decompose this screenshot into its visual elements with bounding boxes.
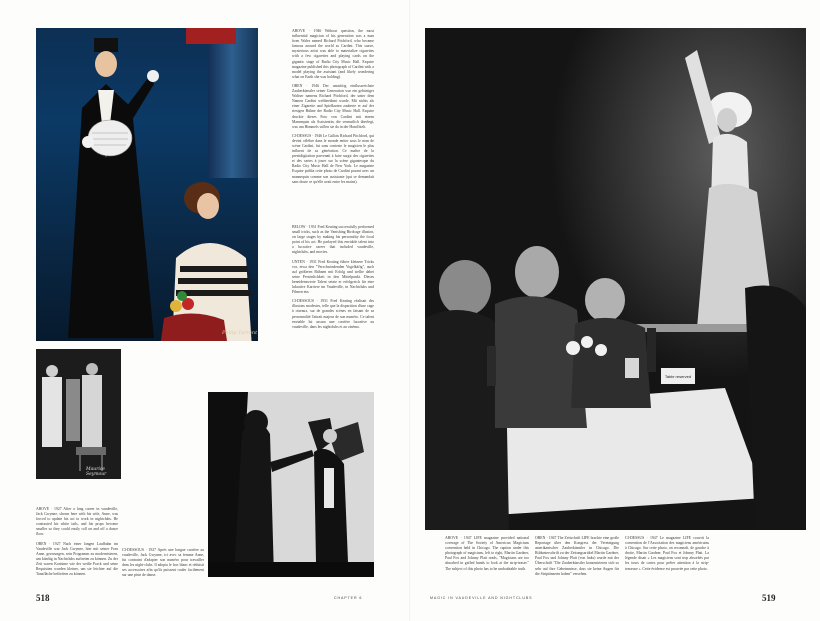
caption-paragraph: CI-DESSOUS · 1927 Après une longue carrière au vaudeville, Jack Gwynne, ici avec sa femme Anne, fut contraint d'adapter son numéro pour travailler dans les night-clubs. Il adopta le frac blanc et réduisit ses accessoires afin qu'ils puissent rouler facilement sur une piste de danse. [122,548,204,578]
caption-column-mid [292,225,374,334]
shadow-magician-photo [208,392,374,577]
caption-paragraph: OBEN · 1947 The Zeitschrift LIFE brachte eine große Reportage über den Kongress der Vereinigung amerikanischer Zauberkünstler in Chicago. Die Bildunterschrift zu der Zeitungsartikel Martin Gardner, Paul Fox und Johnny Platt (von links) wurde mit der Überschrift "Die Zauberkünstler konzentrieren sich so sehr auf ihre Geheimnisse, dass sie keine Augen für die Striptänzerin haben" versehen. [535,536,619,576]
gwynne-stage-photo [36,349,121,479]
right-page [410,0,820,621]
caption-paragraph: BELOW · 1931 Fred Keating successfully performed small tricks, such as the Vanishing Birdcage illusion, on large stages by making his personality the focal point of his act. He parlayed this enviable talent into a lucrative career that included vaudeville, nightclubs, and movies. [292,225,374,255]
page-number-left: 518 [36,593,50,603]
caption-paragraph: UNTEN · 1931 Fred Keating führte kleinere Tricks vor, etwa den "Verschwindenden Vogelkäfig", auch auf größeren Bühnen mit Erfolg und stellte dabei seine Persönlichkeit in den Mittelpunkt. Dieses beneidenswerte Talent setzte er erfolgreich für eine lukrative Karriere im Vaudeville, in Nachtclubs und Filmen ein. [292,259,374,295]
running-head-right: MAGIC IN VAUDEVILLE AND NIGHTCLUBS [430,596,533,600]
caption-paragraph: ABOVE · 1946 Without question, the most influential magician of his generation was a man from Wales named Richard Pitchford, who became famous around the world as Cardini. This suave, mysterious artist was able to materialize cigarettes with a few cigarettes and playing cards on the gigantic stage of Radio City Music Hall. Esquire magazine published this photograph of Cardini with a model playing the assistant (and likely wondering what on Earth she was holding). [292,29,374,79]
nightclub-photo [425,28,806,530]
caption-column-bottom-left [36,507,118,581]
caption-paragraph: OBEN · 1946 Der unstrittig einflussreichste Zauberkünstler seiner Generation war ein gebürtiger Waliser namens Richard Pitchford, der unter dem Namen Cardini weltberühmt wurde. Mit nichts als einer Zigarette und Spielkarten zauberte er auf der riesigen Bühne der Radio City Music Hall. Esquire druckte dieses Foto von Cardini mit einem Mannequin als Assistentin, die vermutlich überlegt, was um Himmels willen sie da in der Hand hielt. [292,83,374,129]
stage-figures [36,349,121,479]
caption-column-german [535,536,619,581]
nightclub-scene [425,28,806,530]
caption-paragraph: CI-DESSUS · 1947 Le magazine LIFE couvrit la convention de l'Association des magiciens américains à Chicago. Sur cette photo, on reconnaît, de gauche à droite, Martin Gardner, Paul Fox et Johnny Platt. La légende disait « Les magiciens sont trop absorbés par les tours de cartes pour prêter attention à la strip-teaseuse ». Cette évidence est prouvée par cette photo. [625,536,709,571]
red-drape [186,28,236,44]
caption-column-top [292,29,374,189]
caption-column-english [445,536,529,576]
shadow-scene [208,392,374,577]
stage-photo-signature: Maurice Seymour [86,467,107,477]
assistant-figure [154,168,258,341]
curtain-shape [208,28,258,178]
caption-column-french [625,536,709,576]
table-card-text: Table reserved [664,374,692,379]
caption-column-bottom-mid [122,548,204,583]
caption-paragraph: CI-DESSUS · 1946 Le Gallois Richard Pitchford, qui devint célèbre dans le monde entier sous le nom de scène Cardini, fut sans conteste le magicien le plus influent de sa génération. Ce maître de la prestidigitation parvenait à faire surgir des cigarettes et des cartes à jouer sur la scène gigantesque du Radio City Music Hall de New York. Le magazine Esquire publia cette photo de Cardini posant avec un mannequin comme son assistante (qui se demandait sans doute ce qu'elle avait entre les mains). [292,133,374,184]
photographer-signature: Philip Tarrant [222,330,258,336]
caption-paragraph: OBEN · 1927 Nach einer langen Laufbahn im Vaudeville war Jack Gwynne, hier mit seiner Frau Anne, gezwungen, sein Programm zu modernisieren, um künftig in Nachtclubs auftreten zu können. Zu der Zeit waren Kostüme wie der weiße Frack und seine Requisiten wurden kleiner, um sie leichter auf die Tanzfläche befördern zu können. [36,541,118,577]
cardini-color-photo [36,28,258,341]
running-head-left: CHAPTER 6 [334,596,363,600]
caption-paragraph: CI-DESSOUS · 1931 Fred Keating réalisait des illusions modestes, telle que la disparition d'une cage à oiseaux, sur de grandes scènes en faisant de sa personnalité l'attrait majeur de son numéro. Ce talent enviable lui assura une carrière lucrative au vaudeville, dans les nightclubs et au cinéma. [292,299,374,329]
caption-paragraph: ABOVE · 1947 LIFE magazine provided national coverage of The Society of American Magicians convention held in Chicago. The caption under this photograph of magicians, left to right, Martin Gardner, Paul Fox and Johnny Platt reads, "Magicians are too absorbed in gaffed hands to look at the strip-teaser." The subject of this photo has to be undoubtable truth. [445,536,529,571]
caption-paragraph: ABOVE · 1927 After a long career in vaudeville, Jack Gwynne, shown here with his wife, Anne, was forced to update his act to work in nightclubs. He contrasted his white tails, and his props become smaller so they could easily roll on and off a dance floor. [36,507,118,537]
page-number-right: 519 [762,593,776,603]
magician-figure [58,38,168,338]
